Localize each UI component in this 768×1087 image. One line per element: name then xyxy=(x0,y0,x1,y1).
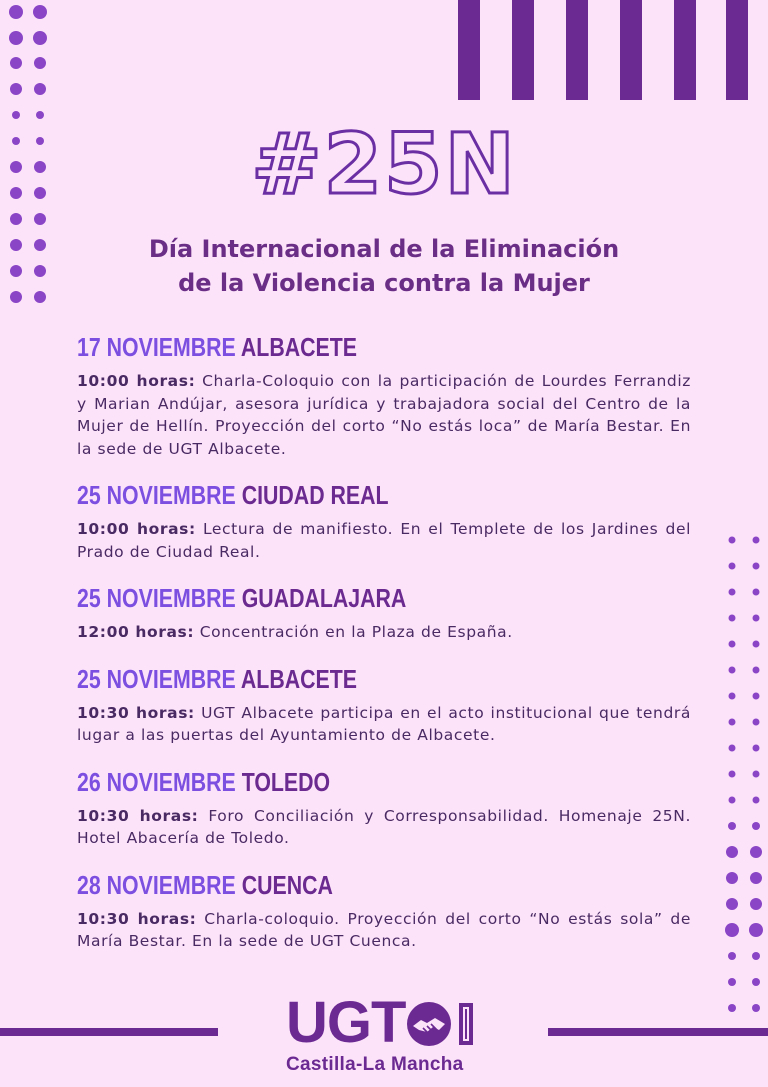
event-heading xyxy=(77,767,580,797)
event-description xyxy=(77,621,691,644)
event-date: 28 NOVIEMBRE xyxy=(77,869,236,900)
event-item xyxy=(77,332,691,460)
hashtag-title: #25N xyxy=(251,115,517,213)
event-details: Charla-coloquio. Proyección del corto “No estás sola” de María Bestar. En la sede de UGT Cuenca. xyxy=(77,909,691,950)
event-item xyxy=(77,583,691,644)
event-date: 17 NOVIEMBRE xyxy=(77,332,236,362)
event-place: GUADALAJARA xyxy=(241,583,407,613)
ugt-logo-text: UGT xyxy=(286,990,406,1055)
event-description xyxy=(77,908,691,953)
footer-rule-right xyxy=(548,1028,768,1036)
event-heading xyxy=(77,480,580,510)
dot-pattern-right xyxy=(722,528,766,1018)
event-details: Charla-Coloquio con la participación de Lourdes Ferrandiz y Marian Andújar, asesora jurídica y trabajadora social del Centro de la Mujer de Hellín. Proyección del corto “No estás loca” de María Bestar. En la sede de UGT Albacete. xyxy=(77,372,691,458)
footer-rule-left xyxy=(0,1028,218,1036)
event-details: Lectura de manifiesto. En el Templete de los Jardines del Prado de Ciudad Real. xyxy=(77,520,691,561)
event-date: 26 NOVIEMBRE xyxy=(77,766,236,797)
stripe-pattern-top-right xyxy=(458,0,748,100)
event-place: CUENCA xyxy=(241,869,333,900)
event-time: 12:00 horas: xyxy=(77,623,195,641)
event-time: 10:30 horas: xyxy=(77,703,195,722)
event-description xyxy=(77,805,691,850)
event-heading xyxy=(77,332,580,362)
event-time: 10:00 horas: xyxy=(77,372,196,390)
event-item xyxy=(77,480,691,563)
subtitle-line-2: de la Violencia contra la Mujer xyxy=(178,269,590,297)
event-heading xyxy=(77,583,580,613)
event-item xyxy=(77,767,691,850)
event-place: ALBACETE xyxy=(240,332,357,362)
subtitle-line-1: Día Internacional de la Eliminación xyxy=(148,235,620,263)
event-item xyxy=(77,870,691,953)
event-date: 25 NOVIEMBRE xyxy=(77,583,236,613)
event-date: 25 NOVIEMBRE xyxy=(77,663,236,694)
event-list xyxy=(77,332,691,973)
event-details: Foro Conciliación y Corresponsabilidad. Homenaje 25N. Hotel Abacería de Toledo. xyxy=(77,806,691,847)
page-subtitle xyxy=(0,232,768,300)
event-place: TOLEDO xyxy=(241,766,331,797)
event-place: ALBACETE xyxy=(240,663,357,694)
event-date: 25 NOVIEMBRE xyxy=(77,480,236,510)
event-description xyxy=(77,518,691,563)
event-heading xyxy=(77,870,580,900)
handshake-icon xyxy=(405,1000,477,1050)
event-time: 10:00 horas: xyxy=(77,520,196,538)
event-item xyxy=(77,664,691,747)
event-description xyxy=(77,702,691,747)
event-description xyxy=(77,370,691,460)
event-details: UGT Albacete participa en el acto institucional que tendrá lugar a las puertas del Ayuntamiento de Albacete. xyxy=(77,703,691,744)
event-time: 10:30 horas: xyxy=(77,806,199,825)
event-place: CIUDAD REAL xyxy=(241,480,389,510)
event-heading xyxy=(77,664,580,694)
event-details: Concentración en la Plaza de España. xyxy=(199,623,513,641)
event-time: 10:30 horas: xyxy=(77,909,197,928)
region-label: Castilla-La Mancha xyxy=(286,1054,464,1075)
